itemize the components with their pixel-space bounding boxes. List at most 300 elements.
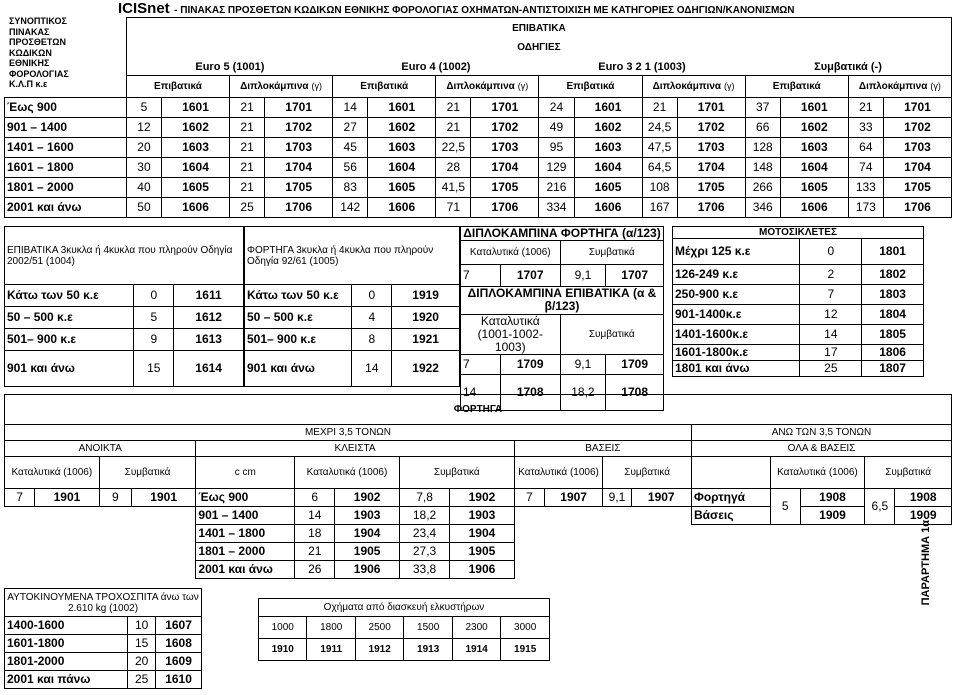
empty-cell (631, 543, 691, 561)
row-value: 14 (800, 325, 862, 345)
group-euro5: Euro 5 (1001) (195, 60, 265, 73)
table-row (673, 285, 924, 305)
table-cell: 1705 (677, 178, 745, 198)
table-cell: 1705 (265, 178, 333, 198)
table-cell: 173 (848, 198, 883, 218)
empty-cell (631, 561, 691, 579)
row-code: 1805 (862, 325, 924, 345)
row-value: 4 (352, 307, 392, 329)
table-row (673, 239, 924, 265)
table-row (5, 671, 202, 689)
table-row (673, 345, 924, 361)
table-row (673, 325, 924, 345)
table-cell: 1601 (162, 98, 230, 118)
table-cell: 1705 (471, 178, 539, 198)
row-label: 1801 – 2000 (196, 543, 295, 561)
row-code: 1609 (156, 653, 202, 671)
table-cell: 1601 (368, 98, 436, 118)
table-row (5, 198, 952, 218)
row-code: 1919 (392, 285, 460, 307)
table-row (245, 285, 460, 307)
table-row (5, 158, 952, 178)
table-row (245, 329, 460, 351)
table-cell: 142 (333, 198, 368, 218)
auto-title: ΑΥΤΟΚΙΝΟΥΜΕΝΑ ΤΡΟΧΟΣΠΙΤΑ άνω των 2.610 kg (1002) (5, 589, 202, 617)
row-code: 1921 (392, 329, 460, 351)
table-cell: 21 (642, 98, 677, 118)
base-cell: 9,1 (603, 489, 631, 507)
diplo-cell: 9,1 (560, 265, 606, 287)
row-code: 1612 (174, 307, 244, 329)
fortiga-kat: Καταλυτικά (1006) (514, 457, 603, 489)
empty-cell (603, 543, 631, 561)
row-value: 25 (128, 671, 156, 689)
elk-code: 1915 (501, 639, 550, 661)
closed-cell: 1904 (335, 525, 399, 543)
moto-title: ΜΟΤΟΣΙΚΛΕΤΕΣ (673, 227, 924, 239)
table-cell: 1706 (265, 198, 333, 218)
col-label-text: Επιβατικά (772, 81, 821, 92)
open-cell: 9 (99, 489, 131, 507)
table-row (5, 178, 952, 198)
empty-cell (544, 525, 602, 543)
table-cell: 30 (126, 158, 161, 178)
diplo-cell: 14 (461, 375, 501, 411)
row-value: 20 (128, 653, 156, 671)
row-value: 0 (352, 285, 392, 307)
elk-code: 1911 (307, 639, 355, 661)
fortiga-kat: Καταλυτικά (1006) (5, 457, 100, 489)
col-label (436, 76, 539, 98)
epivatika-table (4, 17, 952, 217)
table-row (5, 285, 244, 307)
open-cell: 1901 (35, 489, 99, 507)
row-label: 901 και άνω (5, 351, 134, 387)
col-label (539, 76, 642, 98)
empty-cell (99, 561, 131, 579)
table-row (5, 307, 244, 329)
group-symvatika: Συμβατικά (-) (814, 60, 882, 73)
col-suffix: (γ) (311, 81, 323, 91)
diplo-cell: 1708 (606, 375, 664, 411)
row-value: 0 (800, 239, 862, 265)
table-cell: 95 (539, 138, 574, 158)
row-label: 1601-1800κ.ε (673, 345, 800, 361)
table-cell: 1605 (780, 178, 848, 198)
group-euro4: Euro 4 (1002) (401, 60, 471, 73)
page-title (118, 0, 958, 16)
open-cell: 1901 (131, 489, 195, 507)
table-row (5, 543, 952, 561)
table-cell: 1606 (574, 198, 642, 218)
row-value: 17 (800, 345, 862, 361)
table-cell: 133 (848, 178, 883, 198)
table-row (5, 635, 202, 653)
table-cell: 1604 (162, 158, 230, 178)
table-cell: 1606 (780, 198, 848, 218)
table-row (5, 561, 952, 579)
table-cell: 1701 (265, 98, 333, 118)
diplo-kat2: Καταλυτικά (1001-1002-1003) (461, 314, 561, 355)
closed-cell: 1902 (335, 489, 399, 507)
epiv34-title: ΕΠΙΒΑΤΙΚΑ 3κυκλα ή 4κυκλα που πληρούν Οδηγία 2002/51 (1004) (5, 227, 244, 285)
row-label: Έως 900 (5, 98, 127, 118)
elk-value: 2300 (452, 617, 500, 639)
table-cell: 1706 (677, 198, 745, 218)
empty-cell (131, 525, 195, 543)
row-label: 901-1400κ.ε (673, 305, 800, 325)
empty-cell (691, 561, 770, 579)
table-cell: 1602 (574, 118, 642, 138)
table-cell: 1701 (883, 98, 951, 118)
table-cell: 1604 (368, 158, 436, 178)
table-cell: 24 (539, 98, 574, 118)
fortiga-symv: Συμβατικά (865, 457, 952, 489)
row-value: 10 (128, 617, 156, 635)
closed-cell: 18 (295, 525, 335, 543)
table-row (5, 507, 952, 525)
table-cell: 45 (333, 138, 368, 158)
row-label: 1801-2000 (5, 653, 128, 671)
table-cell: 47,5 (642, 138, 677, 158)
fortiga-symv: Συμβατικά (99, 457, 196, 489)
base-cell: 1907 (631, 489, 691, 507)
empty-cell (770, 543, 800, 561)
empty-cell (5, 507, 35, 525)
col-label-text: Διπλοκάμπινα (446, 81, 515, 92)
table-cell: 1605 (162, 178, 230, 198)
row-label: 1601-1800 (5, 635, 128, 653)
fortiga-vaseis: ΒΑΣΕΙΣ (514, 441, 691, 457)
table-cell: 1702 (677, 118, 745, 138)
diplo-cell: 1707 (500, 265, 560, 287)
col-suffix: (γ) (517, 81, 529, 91)
heavy-value: 5 (770, 489, 800, 525)
table-row (5, 118, 952, 138)
heavy-code: 1909 (800, 507, 864, 525)
diplo-symv2: Συμβατικά (560, 314, 663, 355)
row-value: 15 (128, 635, 156, 653)
table-cell: 1603 (574, 138, 642, 158)
row-label: 1401-1600κ.ε (673, 325, 800, 345)
heavy-label: Φορτηγά (691, 489, 770, 507)
empty-cell (865, 561, 895, 579)
col-label (126, 76, 229, 98)
table-cell: 27 (333, 118, 368, 138)
table-cell: 1703 (471, 138, 539, 158)
elk-title: Οχήματα από διασκευή ελκυστήρων (259, 599, 550, 617)
closed-cell: 18,2 (399, 507, 449, 525)
row-label: 501– 900 κ.ε (5, 329, 134, 351)
row-label: 1400-1600 (5, 617, 128, 635)
row-label: 50 – 500 κ.ε (5, 307, 134, 329)
table-cell: 1703 (883, 138, 951, 158)
table-cell: 148 (745, 158, 780, 178)
table-cell: 83 (333, 178, 368, 198)
table-cell: 25 (230, 198, 265, 218)
col-label-text: Επιβατικά (360, 81, 409, 92)
empty-cell (800, 525, 864, 543)
table-cell: 24,5 (642, 118, 677, 138)
fortiga-symv: Συμβατικά (603, 457, 692, 489)
auto-table (4, 588, 202, 692)
row-code: 1613 (174, 329, 244, 351)
closed-cell: 1906 (335, 561, 399, 579)
empty-cell (800, 561, 864, 579)
table-cell: 216 (539, 178, 574, 198)
table-cell: 56 (333, 158, 368, 178)
table-cell: 74 (848, 158, 883, 178)
table-cell: 1704 (265, 158, 333, 178)
table-cell: 1702 (265, 118, 333, 138)
table-cell: 37 (745, 98, 780, 118)
table-cell: 1704 (471, 158, 539, 178)
row-label: 901 – 1400 (5, 118, 127, 138)
diplo-table (460, 226, 664, 400)
row-code: 1607 (156, 617, 202, 635)
table-row (5, 351, 244, 387)
epiv34-table (4, 226, 244, 386)
table-cell: 1705 (883, 178, 951, 198)
row-code: 1610 (156, 671, 202, 689)
empty-cell (35, 525, 99, 543)
table-cell: 1706 (883, 198, 951, 218)
table-cell: 14 (333, 98, 368, 118)
col-label-text: Διπλοκάμπινα (858, 81, 928, 92)
diplo-title-2: ΔΙΠΛΟΚΑΜΠΙΝΑ ΕΠΙΒΑΤΙΚΑ (α & β/123) (461, 287, 664, 314)
diplo-cell: 1707 (606, 265, 664, 287)
table-cell: 1701 (677, 98, 745, 118)
row-code: 1804 (862, 305, 924, 325)
elk-code: 1914 (452, 639, 500, 661)
elk-code: 1912 (355, 639, 403, 661)
empty-cell (5, 543, 35, 561)
row-label: Μέχρι 125 κ.ε (673, 239, 800, 265)
row-label: 2001 και άνω (196, 561, 295, 579)
diplo-cell: 1709 (500, 355, 560, 375)
row-label: 126-249 κ.ε (673, 265, 800, 285)
empty-cell (514, 525, 544, 543)
table-cell: 1704 (677, 158, 745, 178)
elk-value: 1500 (404, 617, 452, 639)
table-row (673, 265, 924, 285)
table-row (673, 305, 924, 325)
table-cell: 21 (230, 178, 265, 198)
fortiga-table (4, 394, 952, 574)
table-cell: 33 (848, 118, 883, 138)
empty-cell (770, 561, 800, 579)
col-label (642, 76, 745, 98)
col-label-text: Διπλοκάμπινα (240, 81, 309, 92)
table-row (245, 307, 460, 329)
elk-value: 3000 (501, 617, 550, 639)
row-label: 250-900 κ.ε (673, 285, 800, 305)
table-cell: 128 (745, 138, 780, 158)
empty-cell (865, 543, 895, 561)
row-code: 1611 (174, 285, 244, 307)
row-value: 8 (352, 329, 392, 351)
open-cell: 7 (5, 489, 35, 507)
table-cell: 1603 (162, 138, 230, 158)
brand-title: ICISnet (118, 0, 170, 17)
diplo-kat1: Καταλυτικά (1006) (461, 241, 561, 265)
empty-cell (131, 543, 195, 561)
empty-cell (131, 561, 195, 579)
closed-cell: 6 (295, 489, 335, 507)
fortiga-upto: ΜΕΧΡΙ 3,5 ΤΟΝΩΝ (5, 425, 692, 441)
table-cell: 64,5 (642, 158, 677, 178)
table-cell: 66 (745, 118, 780, 138)
table-cell: 1604 (780, 158, 848, 178)
fortiga-kat: Καταλυτικά (1006) (295, 457, 400, 489)
elk-value: 1000 (259, 617, 307, 639)
table-cell: 266 (745, 178, 780, 198)
table-cell: 20 (126, 138, 161, 158)
table-row (673, 361, 924, 377)
table-row (5, 653, 202, 671)
empty-cell (603, 525, 631, 543)
diplo-cell: 1709 (606, 355, 664, 375)
closed-cell: 1903 (450, 507, 514, 525)
fortiga-title: ΦΟΡΤΗΓΑ (5, 395, 952, 425)
col-label (848, 76, 951, 98)
empty-cell (99, 543, 131, 561)
table-row (245, 351, 460, 387)
table-cell: 41,5 (436, 178, 471, 198)
fortiga-symv: Συμβατικά (399, 457, 514, 489)
closed-cell: 14 (295, 507, 335, 525)
empty-cell (865, 525, 895, 543)
closed-cell: 21 (295, 543, 335, 561)
empty-cell (35, 543, 99, 561)
elk-value: 2500 (355, 617, 403, 639)
closed-cell: 33,8 (399, 561, 449, 579)
row-code: 1801 (862, 239, 924, 265)
empty-cell (691, 525, 770, 543)
table-cell: 1606 (368, 198, 436, 218)
fortiga-ccm: c cm (196, 457, 295, 489)
closed-cell: 1903 (335, 507, 399, 525)
table-cell: 1601 (574, 98, 642, 118)
fortiga-over: ΑΝΩ ΤΩΝ 3,5 ΤΟΝΩΝ (691, 425, 951, 441)
table-row (5, 489, 952, 507)
table-cell: 22,5 (436, 138, 471, 158)
empty-cell (603, 561, 631, 579)
row-label: 1401 – 1600 (5, 138, 127, 158)
elk-code: 1913 (404, 639, 452, 661)
empty-cell (514, 561, 544, 579)
empty-cell (631, 507, 691, 525)
group-euro3: Euro 3 2 1 (1003) (598, 60, 686, 73)
fortiga-ola: ΟΛΑ & ΒΑΣΕΙΣ (691, 441, 951, 457)
table-cell: 12 (126, 118, 161, 138)
row-label: 2001 και πάνω (5, 671, 128, 689)
col-label-text: Επιβατικά (566, 81, 615, 92)
closed-cell: 1902 (450, 489, 514, 507)
table-cell: 1702 (471, 118, 539, 138)
table-cell: 28 (436, 158, 471, 178)
closed-cell: 1905 (335, 543, 399, 561)
diplo-title-1: ΔΙΠΛΟΚΑΜΠΙΝΑ ΦΟΡΤΗΓΑ (α/123) (461, 227, 664, 241)
col-suffix: (γ) (724, 81, 735, 91)
table-cell: 1704 (883, 158, 951, 178)
table-cell: 167 (642, 198, 677, 218)
col-label (745, 76, 848, 98)
row-label: 1801 – 2000 (5, 178, 127, 198)
diplo-cell: 1708 (500, 375, 560, 411)
table-cell: 1703 (677, 138, 745, 158)
closed-cell: 27,3 (399, 543, 449, 561)
empty-cell (5, 561, 35, 579)
table-cell: 1605 (368, 178, 436, 198)
table-cell: 129 (539, 158, 574, 178)
closed-cell: 1905 (450, 543, 514, 561)
fortiga-anoikta: ΑΝΟΙΚΤΑ (5, 441, 196, 457)
empty-cell (691, 543, 770, 561)
empty-cell (544, 561, 602, 579)
col-label-text: Επιβατικά (153, 81, 202, 92)
table-cell: 21 (848, 98, 883, 118)
empty-cell (631, 525, 691, 543)
row-code: 1803 (862, 285, 924, 305)
heavy-scode: 1909 (895, 507, 952, 525)
row-value: 14 (352, 351, 392, 387)
row-label: 2001 και άνω (5, 198, 127, 218)
heavy-code: 1908 (800, 489, 864, 507)
side-label-text: ΠΑΡΑΡΤΗΜΑ 1α (920, 520, 932, 606)
empty-cell (131, 507, 195, 525)
row-label: 1601 – 1800 (5, 158, 127, 178)
row-label: Έως 900 (196, 489, 295, 507)
table-cell: 1706 (471, 198, 539, 218)
table-row (5, 138, 952, 158)
moto-table (672, 226, 924, 391)
row-label: 50 – 500 κ.ε (245, 307, 352, 329)
diplo-symv1: Συμβατικά (560, 241, 663, 265)
table-cell: 50 (126, 198, 161, 218)
empty-cell (544, 543, 602, 561)
table-cell: 71 (436, 198, 471, 218)
side-label (912, 520, 932, 660)
row-value: 5 (134, 307, 174, 329)
row-value: 9 (134, 329, 174, 351)
row-label: Κάτω των 50 κ.ε (245, 285, 352, 307)
heavy-label: Βάσεις (691, 507, 770, 525)
table-cell: 40 (126, 178, 161, 198)
table-cell: 1703 (265, 138, 333, 158)
fort34-title: ΦΟΡΤΗΓΑ 3κυκλα ή 4κυκλα που πληρούν Οδηγία 92/61 (1005) (245, 227, 460, 285)
empty-cell (35, 561, 99, 579)
table-cell: 1605 (574, 178, 642, 198)
col-label (333, 76, 436, 98)
heavy-s: 6,5 (865, 489, 895, 525)
col-label-text: Διπλοκάμπινα (652, 81, 722, 92)
col-suffix: (γ) (930, 81, 941, 91)
row-label: 901 και άνω (245, 351, 352, 387)
table-row (5, 98, 952, 118)
closed-cell: 23,4 (399, 525, 449, 543)
row-value: 15 (134, 351, 174, 387)
closed-cell: 1904 (450, 525, 514, 543)
fort34-table (244, 226, 460, 386)
table-cell: 1603 (368, 138, 436, 158)
row-code: 1807 (862, 361, 924, 377)
empty-cell (35, 507, 99, 525)
table-cell: 21 (230, 98, 265, 118)
table-cell: 1601 (780, 98, 848, 118)
row-value: 0 (134, 285, 174, 307)
table-cell: 334 (539, 198, 574, 218)
